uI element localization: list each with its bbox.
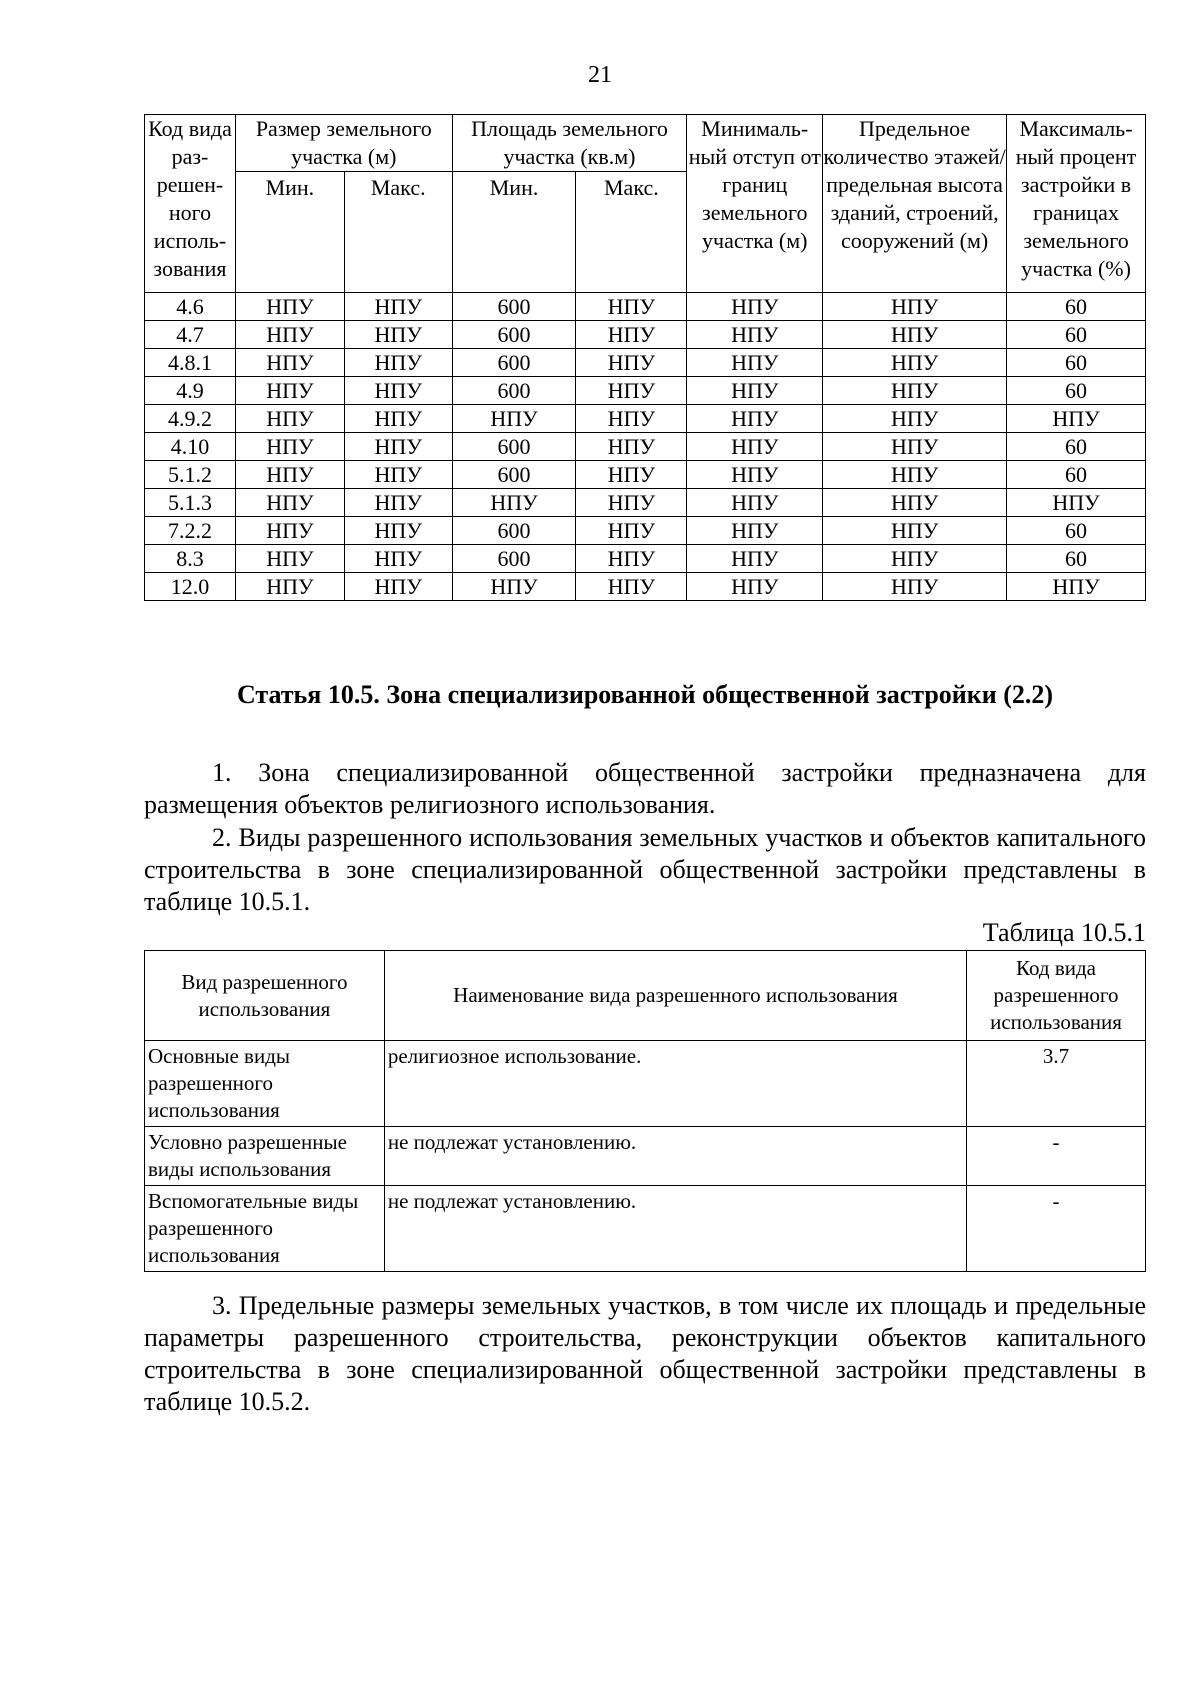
value-cell: НПУ: [576, 433, 687, 461]
use-name-cell: не подлежат установлению.: [384, 1127, 966, 1186]
use-name-cell: не подлежат установлению.: [384, 1186, 966, 1272]
header-use-type: Вид разрешенного использования: [145, 951, 385, 1041]
table-row: [145, 545, 1146, 573]
code-cell: 4.10: [145, 433, 236, 461]
header-size-min: Мин.: [235, 172, 344, 293]
value-cell: 60: [1007, 461, 1146, 489]
value-cell: НПУ: [235, 377, 344, 405]
value-cell: НПУ: [235, 573, 344, 601]
value-cell: НПУ: [576, 573, 687, 601]
value-cell: НПУ: [1007, 489, 1146, 517]
table-row: [145, 489, 1146, 517]
table-body: [145, 293, 1146, 601]
value-cell: 600: [452, 321, 576, 349]
value-cell: НПУ: [235, 321, 344, 349]
table-header-row: [145, 951, 1146, 1041]
value-cell: 60: [1007, 517, 1146, 545]
code-cell: 7.2.2: [145, 517, 236, 545]
value-cell: НПУ: [452, 489, 576, 517]
header-code: Код вида раз-решен-ного исполь-зования: [145, 115, 236, 293]
value-cell: НПУ: [823, 405, 1007, 433]
value-cell: НПУ: [687, 349, 823, 377]
value-cell: НПУ: [687, 489, 823, 517]
value-cell: НПУ: [687, 517, 823, 545]
value-cell: НПУ: [576, 293, 687, 321]
table-row: [145, 1186, 1146, 1272]
article-heading: Статья 10.5. Зона специализированной общественной застройки (2.2): [236, 680, 1054, 709]
land-parameters-table: [144, 114, 1146, 601]
value-cell: НПУ: [576, 321, 687, 349]
table-row: [145, 517, 1146, 545]
use-code-cell: -: [967, 1186, 1146, 1272]
value-cell: НПУ: [687, 293, 823, 321]
code-cell: 4.9.2: [145, 405, 236, 433]
value-cell: НПУ: [344, 573, 452, 601]
value-cell: НПУ: [823, 573, 1007, 601]
table-row: [145, 461, 1146, 489]
value-cell: НПУ: [344, 433, 452, 461]
value-cell: 600: [452, 517, 576, 545]
table-row: [145, 377, 1146, 405]
value-cell: НПУ: [576, 405, 687, 433]
value-cell: НПУ: [1007, 405, 1146, 433]
table-row: [145, 405, 1146, 433]
value-cell: 600: [452, 461, 576, 489]
value-cell: НПУ: [823, 293, 1007, 321]
value-cell: 600: [452, 377, 576, 405]
header-area-min: Мин.: [452, 172, 576, 293]
table-header-row: [145, 115, 1146, 172]
header-floors: Предельное количество этажей/ предельная высота зданий, строений, сооружений (м): [823, 115, 1007, 293]
value-cell: НПУ: [344, 349, 452, 377]
code-cell: 8.3: [145, 545, 236, 573]
value-cell: НПУ: [576, 377, 687, 405]
page-number: 21: [588, 62, 612, 88]
value-cell: НПУ: [823, 545, 1007, 573]
value-cell: НПУ: [576, 489, 687, 517]
value-cell: НПУ: [344, 293, 452, 321]
value-cell: НПУ: [235, 293, 344, 321]
value-cell: НПУ: [576, 461, 687, 489]
header-size-max: Макс.: [344, 172, 452, 293]
code-cell: 12.0: [145, 573, 236, 601]
code-cell: 4.8.1: [145, 349, 236, 377]
paragraph-3: 3. Предельные размеры земельных участков, в том числе их площадь и предельные параметры разрешенного строительства, реконструкции объектов капитального строительства в зоне специализированной общественной застройки представлены в таблице 10.5.2.: [144, 1291, 1146, 1416]
value-cell: НПУ: [687, 321, 823, 349]
use-type-cell: Условно разрешенные виды использования: [145, 1127, 385, 1186]
table-row: [145, 433, 1146, 461]
use-code-cell: 3.7: [967, 1041, 1146, 1127]
value-cell: НПУ: [344, 405, 452, 433]
value-cell: НПУ: [576, 545, 687, 573]
value-cell: 60: [1007, 377, 1146, 405]
use-code-cell: -: [967, 1127, 1146, 1186]
paragraph-1: 1. Зона специализированной общественной застройки предназначена для размещения объектов религиозного использования.: [144, 758, 1146, 819]
value-cell: НПУ: [452, 573, 576, 601]
value-cell: 600: [452, 293, 576, 321]
code-cell: 4.9: [145, 377, 236, 405]
value-cell: НПУ: [235, 461, 344, 489]
table-row: [145, 349, 1146, 377]
value-cell: НПУ: [576, 349, 687, 377]
value-cell: НПУ: [823, 517, 1007, 545]
paragraph-2: 2. Виды разрешенного использования земельных участков и объектов капитального строительства в зоне специализированной общественной застройки представлены в таблице 10.5.1.: [144, 823, 1146, 916]
value-cell: НПУ: [452, 405, 576, 433]
value-cell: НПУ: [235, 349, 344, 377]
value-cell: НПУ: [344, 321, 452, 349]
value-cell: 60: [1007, 321, 1146, 349]
value-cell: НПУ: [344, 377, 452, 405]
value-cell: 60: [1007, 349, 1146, 377]
value-cell: НПУ: [344, 517, 452, 545]
use-type-cell: Вспомогательные виды разрешенного использования: [145, 1186, 385, 1272]
value-cell: НПУ: [823, 433, 1007, 461]
permitted-use-table: [144, 950, 1146, 1272]
value-cell: НПУ: [235, 433, 344, 461]
table-row: [145, 573, 1146, 601]
value-cell: НПУ: [687, 573, 823, 601]
value-cell: НПУ: [344, 461, 452, 489]
value-cell: НПУ: [344, 489, 452, 517]
value-cell: 60: [1007, 545, 1146, 573]
value-cell: НПУ: [235, 489, 344, 517]
code-cell: 5.1.2: [145, 461, 236, 489]
value-cell: НПУ: [823, 377, 1007, 405]
table-row: [145, 1127, 1146, 1186]
value-cell: НПУ: [823, 321, 1007, 349]
table-caption: Таблица 10.5.1: [982, 918, 1146, 947]
header-setback: Минималь-ный отступ от границ земельного участка (м): [687, 115, 823, 293]
value-cell: НПУ: [823, 461, 1007, 489]
header-percent: Максималь-ный процент застройки в границах земельного участка (%): [1007, 115, 1146, 293]
header-use-code: Код вида разрешенного использования: [967, 951, 1146, 1041]
code-cell: 4.7: [145, 321, 236, 349]
table-row: [145, 1041, 1146, 1127]
value-cell: НПУ: [1007, 573, 1146, 601]
value-cell: 60: [1007, 433, 1146, 461]
header-use-name: Наименование вида разрешенного использования: [384, 951, 966, 1041]
value-cell: 600: [452, 545, 576, 573]
value-cell: НПУ: [823, 349, 1007, 377]
value-cell: 600: [452, 433, 576, 461]
value-cell: НПУ: [235, 545, 344, 573]
value-cell: НПУ: [576, 517, 687, 545]
use-type-cell: Основные виды разрешенного использования: [145, 1041, 385, 1127]
value-cell: НПУ: [687, 461, 823, 489]
value-cell: НПУ: [235, 405, 344, 433]
value-cell: НПУ: [235, 517, 344, 545]
header-area: Площадь земельного участка (кв.м): [452, 115, 687, 172]
value-cell: 600: [452, 349, 576, 377]
value-cell: НПУ: [687, 545, 823, 573]
use-name-cell: религиозное использование.: [384, 1041, 966, 1127]
value-cell: НПУ: [823, 489, 1007, 517]
table-row: [145, 293, 1146, 321]
value-cell: НПУ: [687, 433, 823, 461]
value-cell: НПУ: [687, 405, 823, 433]
table-row: [145, 321, 1146, 349]
code-cell: 4.6: [145, 293, 236, 321]
value-cell: 60: [1007, 293, 1146, 321]
value-cell: НПУ: [687, 377, 823, 405]
value-cell: НПУ: [344, 545, 452, 573]
code-cell: 5.1.3: [145, 489, 236, 517]
header-size: Размер земельного участка (м): [235, 115, 452, 172]
header-area-max: Макс.: [576, 172, 687, 293]
